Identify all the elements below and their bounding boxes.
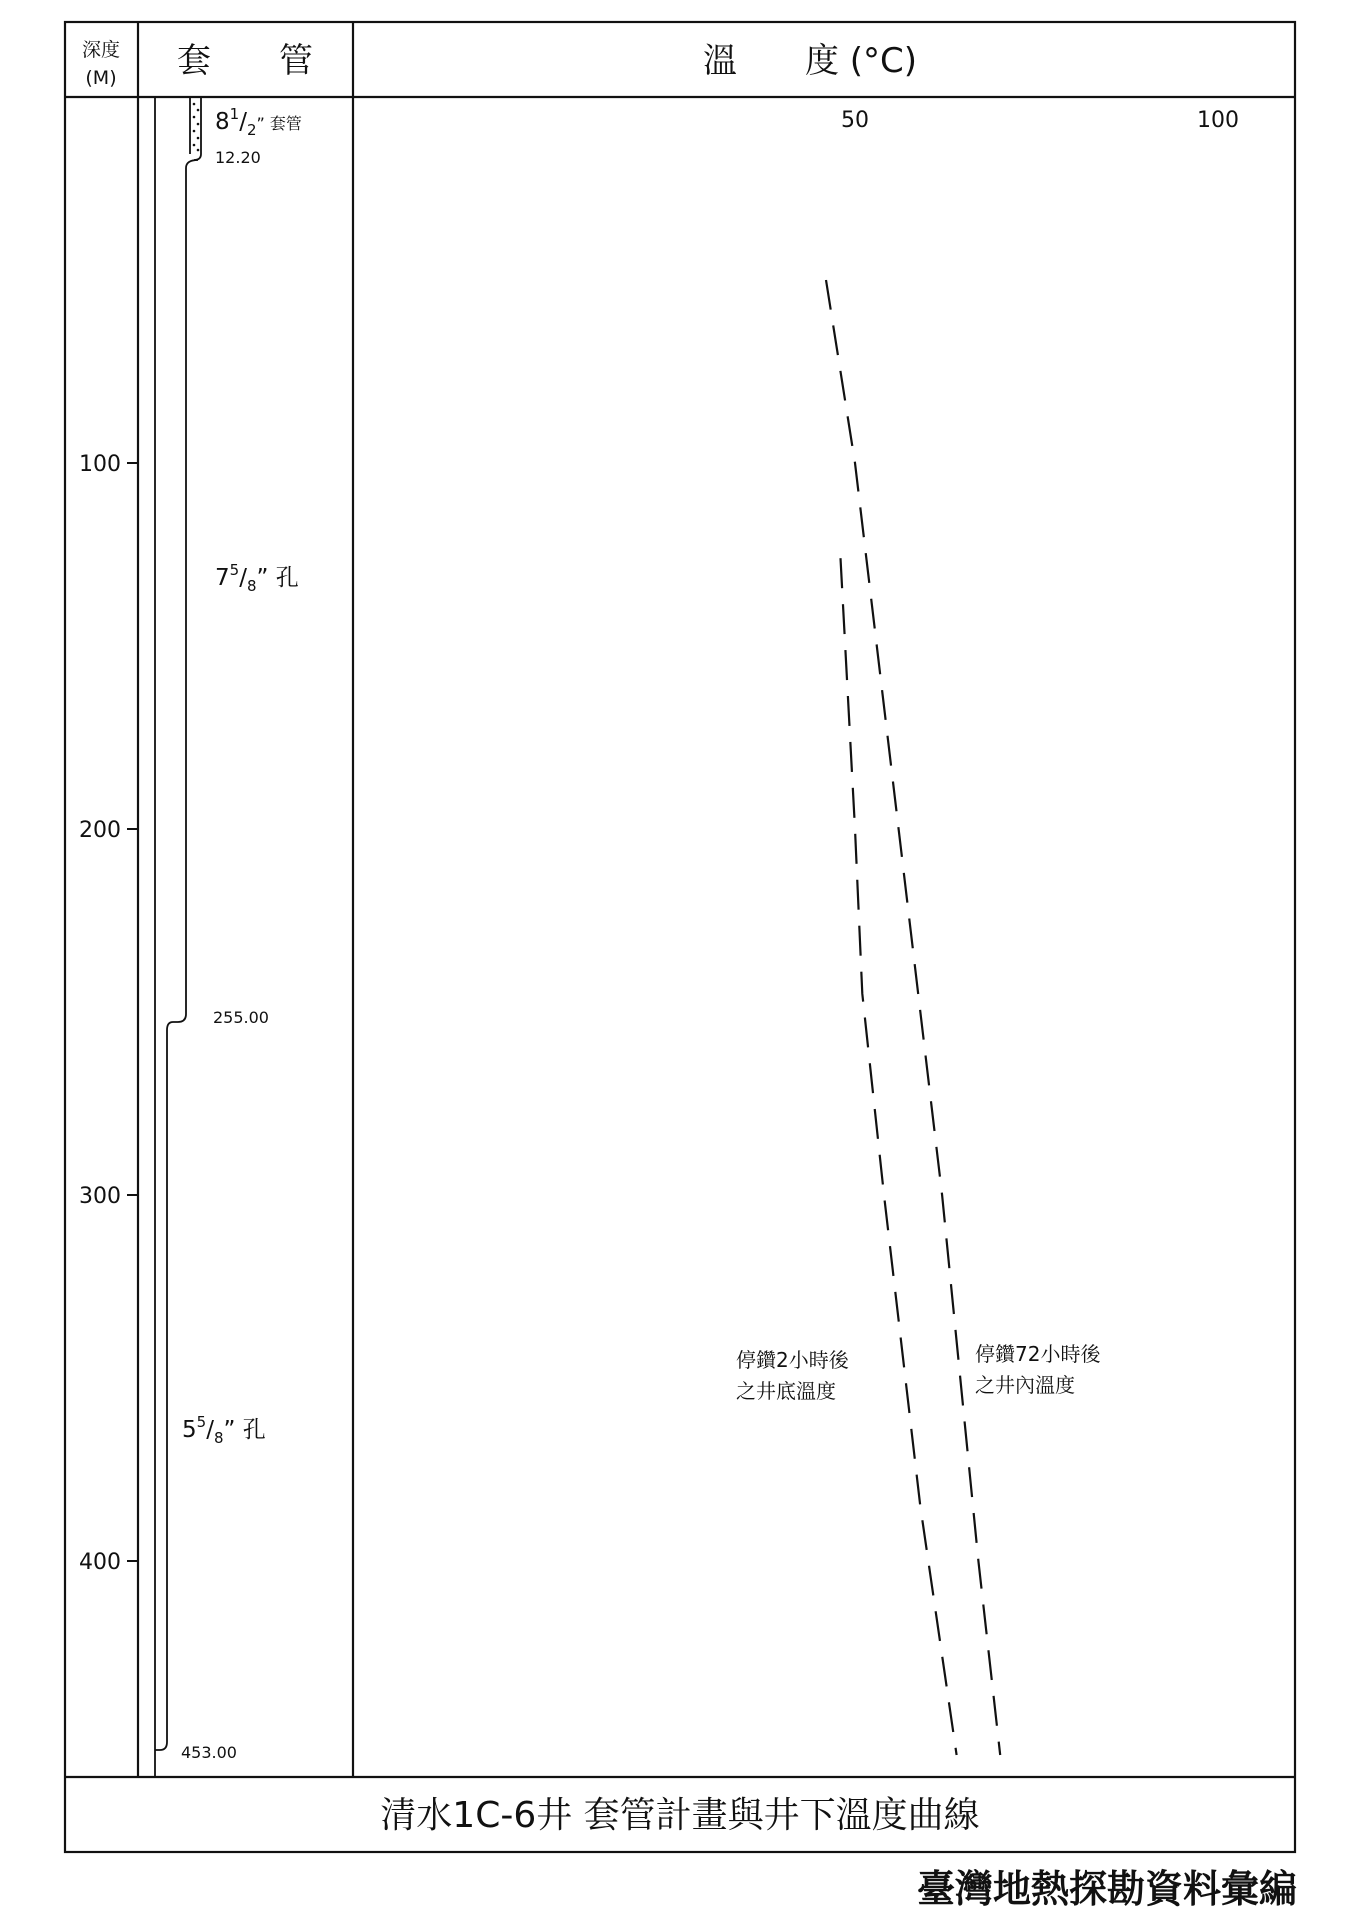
source-credit: 臺灣地熱探勘資料彙編 <box>916 1867 1297 1911</box>
series-label-72h-line1: 停鑽72小時後 <box>975 1342 1101 1366</box>
temperature-tick-label: 100 <box>1197 108 1239 133</box>
series-label-72h-line2: 之井內溫度 <box>975 1373 1075 1397</box>
depth-tick-label: 300 <box>79 1184 121 1209</box>
surface-casing-stipple <box>193 103 200 152</box>
hole-wall <box>155 160 198 1750</box>
temperature-axis <box>841 108 1239 133</box>
casing-header: 套 管 <box>177 41 313 81</box>
series-line-72h <box>826 280 1000 1755</box>
casing-depth-hole-2: 453.00 <box>181 1743 237 1762</box>
figure-caption: 清水1C-6井 套管計畫與井下溫度曲線 <box>380 1795 980 1836</box>
depth-header-line1: 深度 <box>81 39 121 61</box>
series-line-2h <box>841 558 957 1755</box>
casing-label-hole-1: $7^5/_8$” 孔 <box>215 561 299 595</box>
series-label-2h-line1: 停鑽2小時後 <box>736 1348 849 1372</box>
figure-frame <box>65 22 1295 1852</box>
casing-label-hole-2: $5^5/_8$” 孔 <box>182 1413 266 1447</box>
depth-tick-label: 200 <box>79 818 121 843</box>
depth-axis <box>79 452 138 1575</box>
temperature-tick-label: 50 <box>841 108 869 133</box>
casing-diagram <box>155 97 302 1777</box>
casing-label-surface: $8^1/_2^{” 套管}$ <box>215 105 302 139</box>
temperature-header: 溫 度 (°C) <box>702 41 918 81</box>
depth-tick-label: 400 <box>79 1550 121 1575</box>
depth-tick-label: 100 <box>79 452 121 477</box>
series-label-2h-line2: 之井底溫度 <box>736 1379 836 1403</box>
temperature-series <box>826 280 1000 1755</box>
depth-header-line2: (M) <box>85 67 117 89</box>
casing-depth-hole-1: 255.00 <box>213 1008 269 1027</box>
casing-depth-surface: 12.20 <box>215 148 261 167</box>
